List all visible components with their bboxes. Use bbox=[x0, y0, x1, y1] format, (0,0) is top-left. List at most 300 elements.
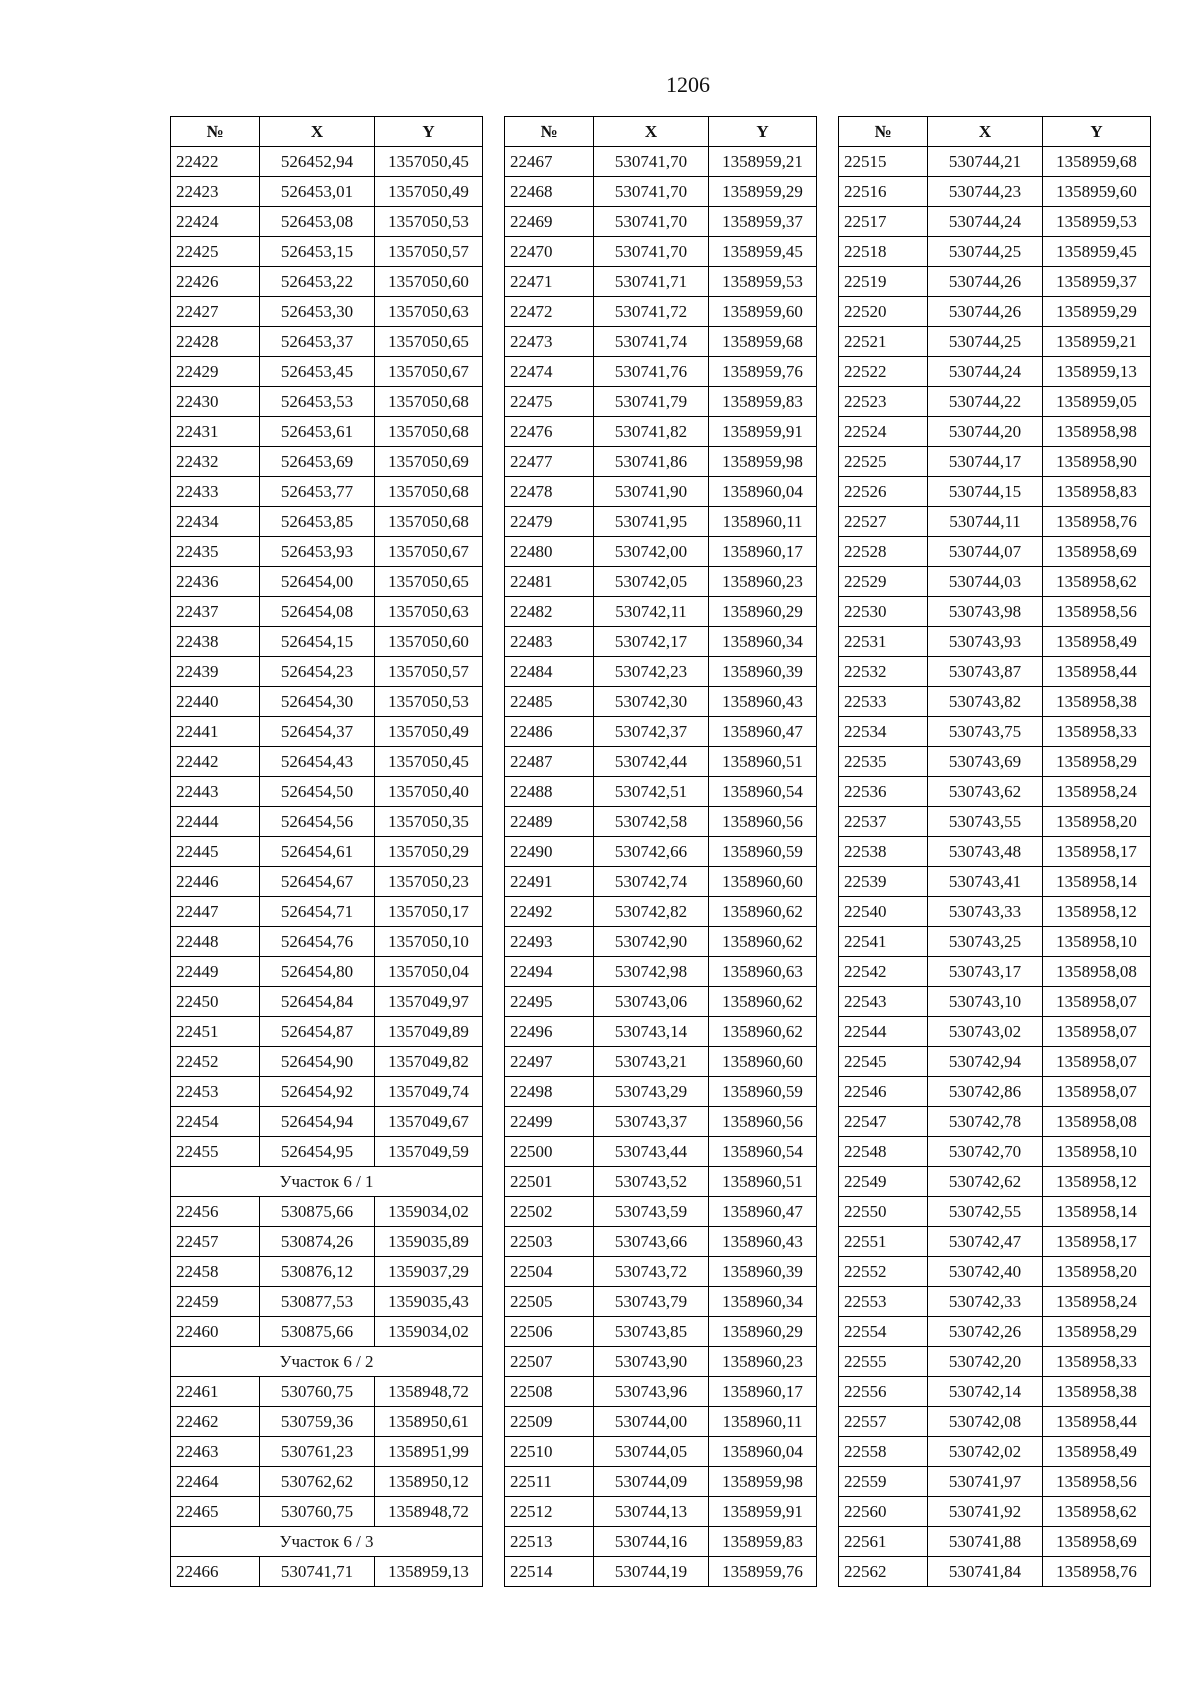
table-row bbox=[839, 1287, 1151, 1317]
x-coordinate: 530744,17 bbox=[928, 447, 1043, 477]
x-coordinate: 530743,87 bbox=[928, 657, 1043, 687]
x-coordinate: 530742,23 bbox=[594, 657, 709, 687]
x-coordinate: 530741,86 bbox=[594, 447, 709, 477]
x-coordinate: 530744,25 bbox=[928, 237, 1043, 267]
y-coordinate: 1358958,44 bbox=[1043, 657, 1151, 687]
x-coordinate: 526454,84 bbox=[260, 987, 375, 1017]
point-number: 22448 bbox=[171, 927, 260, 957]
table-row bbox=[171, 1047, 483, 1077]
y-coordinate: 1359034,02 bbox=[375, 1197, 483, 1227]
table-row bbox=[171, 1227, 483, 1257]
table-row bbox=[171, 477, 483, 507]
x-coordinate: 530742,33 bbox=[928, 1287, 1043, 1317]
x-coordinate: 530744,11 bbox=[928, 507, 1043, 537]
point-number: 22478 bbox=[505, 477, 594, 507]
x-coordinate: 530743,66 bbox=[594, 1227, 709, 1257]
point-number: 22560 bbox=[839, 1497, 928, 1527]
table-row bbox=[839, 1377, 1151, 1407]
x-coordinate: 526454,92 bbox=[260, 1077, 375, 1107]
point-number: 22527 bbox=[839, 507, 928, 537]
point-number: 22539 bbox=[839, 867, 928, 897]
point-number: 22548 bbox=[839, 1137, 928, 1167]
point-number: 22504 bbox=[505, 1257, 594, 1287]
section-label: Участок 6 / 1 bbox=[171, 1167, 483, 1197]
x-coordinate: 530743,75 bbox=[928, 717, 1043, 747]
table-row bbox=[839, 1467, 1151, 1497]
point-number: 22449 bbox=[171, 957, 260, 987]
table-row bbox=[505, 837, 817, 867]
x-coordinate: 530744,23 bbox=[928, 177, 1043, 207]
point-number: 22544 bbox=[839, 1017, 928, 1047]
x-coordinate: 530743,06 bbox=[594, 987, 709, 1017]
point-number: 22427 bbox=[171, 297, 260, 327]
y-coordinate: 1358960,51 bbox=[709, 747, 817, 777]
y-coordinate: 1357049,89 bbox=[375, 1017, 483, 1047]
point-number: 22480 bbox=[505, 537, 594, 567]
point-number: 22470 bbox=[505, 237, 594, 267]
table-row bbox=[839, 687, 1151, 717]
y-coordinate: 1358960,47 bbox=[709, 717, 817, 747]
x-coordinate: 530877,53 bbox=[260, 1287, 375, 1317]
x-coordinate: 530743,10 bbox=[928, 987, 1043, 1017]
y-coordinate: 1358960,60 bbox=[709, 867, 817, 897]
y-coordinate: 1358959,68 bbox=[1043, 147, 1151, 177]
point-number: 22489 bbox=[505, 807, 594, 837]
y-coordinate: 1358958,49 bbox=[1043, 627, 1151, 657]
x-coordinate: 526453,15 bbox=[260, 237, 375, 267]
table-row bbox=[171, 297, 483, 327]
table-row bbox=[505, 867, 817, 897]
point-number: 22493 bbox=[505, 927, 594, 957]
point-number: 22559 bbox=[839, 1467, 928, 1497]
point-number: 22502 bbox=[505, 1197, 594, 1227]
table-row bbox=[505, 1377, 817, 1407]
point-number: 22460 bbox=[171, 1317, 260, 1347]
table-row bbox=[839, 237, 1151, 267]
y-coordinate: 1358958,07 bbox=[1043, 987, 1151, 1017]
y-coordinate: 1358958,20 bbox=[1043, 1257, 1151, 1287]
table-row bbox=[171, 327, 483, 357]
x-coordinate: 526454,15 bbox=[260, 627, 375, 657]
y-coordinate: 1358959,29 bbox=[1043, 297, 1151, 327]
x-coordinate: 530744,22 bbox=[928, 387, 1043, 417]
y-coordinate: 1358960,54 bbox=[709, 777, 817, 807]
table-row bbox=[839, 177, 1151, 207]
coordinates-table-3 bbox=[838, 116, 1151, 1587]
y-coordinate: 1357050,57 bbox=[375, 657, 483, 687]
table-row bbox=[505, 1077, 817, 1107]
x-coordinate: 530741,70 bbox=[594, 177, 709, 207]
x-coordinate: 530744,24 bbox=[928, 357, 1043, 387]
point-number: 22439 bbox=[171, 657, 260, 687]
x-coordinate: 526454,56 bbox=[260, 807, 375, 837]
x-coordinate: 530743,69 bbox=[928, 747, 1043, 777]
y-coordinate: 1358960,23 bbox=[709, 1347, 817, 1377]
point-number: 22495 bbox=[505, 987, 594, 1017]
table-row bbox=[839, 1047, 1151, 1077]
y-coordinate: 1358958,10 bbox=[1043, 927, 1151, 957]
point-number: 22472 bbox=[505, 297, 594, 327]
point-number: 22528 bbox=[839, 537, 928, 567]
point-number: 22492 bbox=[505, 897, 594, 927]
y-coordinate: 1358958,38 bbox=[1043, 687, 1151, 717]
point-number: 22561 bbox=[839, 1527, 928, 1557]
header-x: X bbox=[928, 117, 1043, 147]
x-coordinate: 530743,14 bbox=[594, 1017, 709, 1047]
table-row bbox=[505, 507, 817, 537]
x-coordinate: 526454,94 bbox=[260, 1107, 375, 1137]
point-number: 22456 bbox=[171, 1197, 260, 1227]
point-number: 22525 bbox=[839, 447, 928, 477]
point-number: 22474 bbox=[505, 357, 594, 387]
table-row bbox=[171, 1437, 483, 1467]
x-coordinate: 530741,88 bbox=[928, 1527, 1043, 1557]
table-row bbox=[839, 327, 1151, 357]
header-y: Y bbox=[709, 117, 817, 147]
y-coordinate: 1358960,11 bbox=[709, 507, 817, 537]
table-row bbox=[505, 1227, 817, 1257]
table-row bbox=[505, 1137, 817, 1167]
y-coordinate: 1358959,45 bbox=[1043, 237, 1151, 267]
y-coordinate: 1358960,29 bbox=[709, 597, 817, 627]
x-coordinate: 530741,97 bbox=[928, 1467, 1043, 1497]
y-coordinate: 1357050,60 bbox=[375, 267, 483, 297]
point-number: 22546 bbox=[839, 1077, 928, 1107]
x-coordinate: 530741,71 bbox=[260, 1557, 375, 1587]
table-row bbox=[171, 1407, 483, 1437]
y-coordinate: 1357050,60 bbox=[375, 627, 483, 657]
point-number: 22519 bbox=[839, 267, 928, 297]
x-coordinate: 530742,17 bbox=[594, 627, 709, 657]
x-coordinate: 530744,05 bbox=[594, 1437, 709, 1467]
table-row bbox=[171, 1017, 483, 1047]
table-row bbox=[171, 207, 483, 237]
x-coordinate: 526453,53 bbox=[260, 387, 375, 417]
point-number: 22446 bbox=[171, 867, 260, 897]
point-number: 22429 bbox=[171, 357, 260, 387]
table-row bbox=[171, 1497, 483, 1527]
y-coordinate: 1357050,65 bbox=[375, 327, 483, 357]
table-row bbox=[171, 147, 483, 177]
point-number: 22562 bbox=[839, 1557, 928, 1587]
x-coordinate: 530742,44 bbox=[594, 747, 709, 777]
point-number: 22459 bbox=[171, 1287, 260, 1317]
x-coordinate: 530743,21 bbox=[594, 1047, 709, 1077]
table-row bbox=[505, 1197, 817, 1227]
point-number: 22463 bbox=[171, 1437, 260, 1467]
y-coordinate: 1358960,17 bbox=[709, 537, 817, 567]
x-coordinate: 530742,14 bbox=[928, 1377, 1043, 1407]
header-y: Y bbox=[375, 117, 483, 147]
y-coordinate: 1358960,60 bbox=[709, 1047, 817, 1077]
x-coordinate: 530742,26 bbox=[928, 1317, 1043, 1347]
table-row bbox=[505, 1467, 817, 1497]
x-coordinate: 530744,25 bbox=[928, 327, 1043, 357]
x-coordinate: 530744,03 bbox=[928, 567, 1043, 597]
table-row bbox=[505, 357, 817, 387]
point-number: 22518 bbox=[839, 237, 928, 267]
point-number: 22515 bbox=[839, 147, 928, 177]
table-row bbox=[171, 537, 483, 567]
y-coordinate: 1357050,57 bbox=[375, 237, 483, 267]
point-number: 22522 bbox=[839, 357, 928, 387]
x-coordinate: 530760,75 bbox=[260, 1377, 375, 1407]
table-row bbox=[839, 747, 1151, 777]
y-coordinate: 1357050,35 bbox=[375, 807, 483, 837]
point-number: 22510 bbox=[505, 1437, 594, 1467]
point-number: 22496 bbox=[505, 1017, 594, 1047]
point-number: 22545 bbox=[839, 1047, 928, 1077]
point-number: 22501 bbox=[505, 1167, 594, 1197]
table-row bbox=[839, 1257, 1151, 1287]
table-row bbox=[839, 267, 1151, 297]
point-number: 22503 bbox=[505, 1227, 594, 1257]
y-coordinate: 1358960,34 bbox=[709, 1287, 817, 1317]
point-number: 22422 bbox=[171, 147, 260, 177]
table-row bbox=[839, 1137, 1151, 1167]
x-coordinate: 530744,26 bbox=[928, 297, 1043, 327]
table-row bbox=[505, 537, 817, 567]
y-coordinate: 1358958,29 bbox=[1043, 747, 1151, 777]
point-number: 22462 bbox=[171, 1407, 260, 1437]
y-coordinate: 1358959,98 bbox=[709, 1467, 817, 1497]
y-coordinate: 1357049,59 bbox=[375, 1137, 483, 1167]
x-coordinate: 526454,00 bbox=[260, 567, 375, 597]
table-row bbox=[839, 1347, 1151, 1377]
point-number: 22469 bbox=[505, 207, 594, 237]
x-coordinate: 530743,29 bbox=[594, 1077, 709, 1107]
x-coordinate: 530744,00 bbox=[594, 1407, 709, 1437]
table-row bbox=[505, 987, 817, 1017]
y-coordinate: 1358958,38 bbox=[1043, 1377, 1151, 1407]
table-row bbox=[505, 1347, 817, 1377]
x-coordinate: 526454,87 bbox=[260, 1017, 375, 1047]
x-coordinate: 530742,70 bbox=[928, 1137, 1043, 1167]
x-coordinate: 530744,15 bbox=[928, 477, 1043, 507]
x-coordinate: 530742,00 bbox=[594, 537, 709, 567]
y-coordinate: 1358960,11 bbox=[709, 1407, 817, 1437]
y-coordinate: 1357050,63 bbox=[375, 297, 483, 327]
x-coordinate: 530743,44 bbox=[594, 1137, 709, 1167]
x-coordinate: 530741,72 bbox=[594, 297, 709, 327]
y-coordinate: 1357050,45 bbox=[375, 747, 483, 777]
point-number: 22557 bbox=[839, 1407, 928, 1437]
x-coordinate: 530742,78 bbox=[928, 1107, 1043, 1137]
table-row bbox=[839, 867, 1151, 897]
y-coordinate: 1357050,53 bbox=[375, 687, 483, 717]
y-coordinate: 1358959,91 bbox=[709, 417, 817, 447]
y-coordinate: 1358959,60 bbox=[1043, 177, 1151, 207]
x-coordinate: 530742,20 bbox=[928, 1347, 1043, 1377]
y-coordinate: 1358959,76 bbox=[709, 1557, 817, 1587]
point-number: 22431 bbox=[171, 417, 260, 447]
x-coordinate: 530742,30 bbox=[594, 687, 709, 717]
y-coordinate: 1358960,34 bbox=[709, 627, 817, 657]
point-number: 22468 bbox=[505, 177, 594, 207]
y-coordinate: 1357050,53 bbox=[375, 207, 483, 237]
y-coordinate: 1358959,45 bbox=[709, 237, 817, 267]
table-row bbox=[839, 1167, 1151, 1197]
x-coordinate: 530742,47 bbox=[928, 1227, 1043, 1257]
y-coordinate: 1358958,76 bbox=[1043, 1557, 1151, 1587]
x-coordinate: 530741,74 bbox=[594, 327, 709, 357]
point-number: 22517 bbox=[839, 207, 928, 237]
x-coordinate: 530744,19 bbox=[594, 1557, 709, 1587]
x-coordinate: 530742,58 bbox=[594, 807, 709, 837]
table-row bbox=[171, 837, 483, 867]
table-row bbox=[171, 417, 483, 447]
x-coordinate: 530762,62 bbox=[260, 1467, 375, 1497]
table-row bbox=[505, 717, 817, 747]
point-number: 22533 bbox=[839, 687, 928, 717]
y-coordinate: 1358958,90 bbox=[1043, 447, 1151, 477]
table-row bbox=[505, 237, 817, 267]
point-number: 22506 bbox=[505, 1317, 594, 1347]
table-row bbox=[171, 1377, 483, 1407]
table-row bbox=[505, 207, 817, 237]
point-number: 22473 bbox=[505, 327, 594, 357]
table-row bbox=[839, 837, 1151, 867]
point-number: 22530 bbox=[839, 597, 928, 627]
point-number: 22476 bbox=[505, 417, 594, 447]
x-coordinate: 526453,37 bbox=[260, 327, 375, 357]
point-number: 22550 bbox=[839, 1197, 928, 1227]
point-number: 22529 bbox=[839, 567, 928, 597]
y-coordinate: 1358958,24 bbox=[1043, 1287, 1151, 1317]
point-number: 22430 bbox=[171, 387, 260, 417]
table-row bbox=[505, 1437, 817, 1467]
y-coordinate: 1358960,59 bbox=[709, 1077, 817, 1107]
x-coordinate: 530875,66 bbox=[260, 1197, 375, 1227]
point-number: 22535 bbox=[839, 747, 928, 777]
y-coordinate: 1358959,21 bbox=[1043, 327, 1151, 357]
y-coordinate: 1359037,29 bbox=[375, 1257, 483, 1287]
table-row bbox=[171, 597, 483, 627]
table-row bbox=[839, 927, 1151, 957]
point-number: 22475 bbox=[505, 387, 594, 417]
table-row bbox=[505, 267, 817, 297]
table-row bbox=[839, 897, 1151, 927]
table-row bbox=[171, 357, 483, 387]
header-number: № bbox=[505, 117, 594, 147]
point-number: 22471 bbox=[505, 267, 594, 297]
table-row bbox=[171, 927, 483, 957]
y-coordinate: 1358959,91 bbox=[709, 1497, 817, 1527]
table-row bbox=[171, 1287, 483, 1317]
x-coordinate: 530741,71 bbox=[594, 267, 709, 297]
y-coordinate: 1357050,68 bbox=[375, 387, 483, 417]
table-row bbox=[505, 957, 817, 987]
x-coordinate: 530743,41 bbox=[928, 867, 1043, 897]
table-row bbox=[839, 1497, 1151, 1527]
point-number: 22453 bbox=[171, 1077, 260, 1107]
table-row bbox=[505, 627, 817, 657]
point-number: 22494 bbox=[505, 957, 594, 987]
table-row bbox=[505, 777, 817, 807]
point-number: 22464 bbox=[171, 1467, 260, 1497]
y-coordinate: 1358951,99 bbox=[375, 1437, 483, 1467]
point-number: 22509 bbox=[505, 1407, 594, 1437]
y-coordinate: 1358958,17 bbox=[1043, 837, 1151, 867]
y-coordinate: 1358958,07 bbox=[1043, 1017, 1151, 1047]
x-coordinate: 530742,94 bbox=[928, 1047, 1043, 1077]
point-number: 22433 bbox=[171, 477, 260, 507]
y-coordinate: 1358959,68 bbox=[709, 327, 817, 357]
point-number: 22486 bbox=[505, 717, 594, 747]
table-row bbox=[839, 1227, 1151, 1257]
table-row bbox=[171, 657, 483, 687]
y-coordinate: 1358958,98 bbox=[1043, 417, 1151, 447]
point-number: 22435 bbox=[171, 537, 260, 567]
table-row bbox=[171, 567, 483, 597]
y-coordinate: 1358960,51 bbox=[709, 1167, 817, 1197]
x-coordinate: 526453,01 bbox=[260, 177, 375, 207]
point-number: 22436 bbox=[171, 567, 260, 597]
y-coordinate: 1358950,12 bbox=[375, 1467, 483, 1497]
y-coordinate: 1358959,83 bbox=[709, 387, 817, 417]
x-coordinate: 530742,40 bbox=[928, 1257, 1043, 1287]
y-coordinate: 1358958,56 bbox=[1043, 1467, 1151, 1497]
x-coordinate: 530742,62 bbox=[928, 1167, 1043, 1197]
point-number: 22451 bbox=[171, 1017, 260, 1047]
table-row bbox=[839, 447, 1151, 477]
y-coordinate: 1358959,29 bbox=[709, 177, 817, 207]
x-coordinate: 526454,23 bbox=[260, 657, 375, 687]
x-coordinate: 530741,79 bbox=[594, 387, 709, 417]
table-row bbox=[171, 1197, 483, 1227]
table-row bbox=[505, 1317, 817, 1347]
point-number: 22555 bbox=[839, 1347, 928, 1377]
point-number: 22491 bbox=[505, 867, 594, 897]
table-row bbox=[171, 687, 483, 717]
point-number: 22499 bbox=[505, 1107, 594, 1137]
point-number: 22423 bbox=[171, 177, 260, 207]
table-row bbox=[171, 387, 483, 417]
table-row bbox=[505, 327, 817, 357]
y-coordinate: 1358958,12 bbox=[1043, 1167, 1151, 1197]
table-row bbox=[505, 417, 817, 447]
table-row bbox=[505, 1167, 817, 1197]
y-coordinate: 1358959,76 bbox=[709, 357, 817, 387]
table-row bbox=[505, 477, 817, 507]
point-number: 22524 bbox=[839, 417, 928, 447]
point-number: 22424 bbox=[171, 207, 260, 237]
y-coordinate: 1358959,13 bbox=[1043, 357, 1151, 387]
y-coordinate: 1357050,10 bbox=[375, 927, 483, 957]
x-coordinate: 530743,37 bbox=[594, 1107, 709, 1137]
y-coordinate: 1358959,53 bbox=[1043, 207, 1151, 237]
table-row bbox=[839, 297, 1151, 327]
y-coordinate: 1357050,69 bbox=[375, 447, 483, 477]
x-coordinate: 526454,08 bbox=[260, 597, 375, 627]
point-number: 22521 bbox=[839, 327, 928, 357]
header-y: Y bbox=[1043, 117, 1151, 147]
table-row bbox=[171, 237, 483, 267]
y-coordinate: 1358959,13 bbox=[375, 1557, 483, 1587]
x-coordinate: 530741,70 bbox=[594, 207, 709, 237]
table-row bbox=[505, 897, 817, 927]
coordinates-table-2 bbox=[504, 116, 817, 1587]
point-number: 22484 bbox=[505, 657, 594, 687]
x-coordinate: 530742,11 bbox=[594, 597, 709, 627]
x-coordinate: 526453,93 bbox=[260, 537, 375, 567]
table-row bbox=[839, 417, 1151, 447]
table-row bbox=[839, 597, 1151, 627]
x-coordinate: 530876,12 bbox=[260, 1257, 375, 1287]
point-number: 22466 bbox=[171, 1557, 260, 1587]
point-number: 22554 bbox=[839, 1317, 928, 1347]
y-coordinate: 1358958,62 bbox=[1043, 567, 1151, 597]
